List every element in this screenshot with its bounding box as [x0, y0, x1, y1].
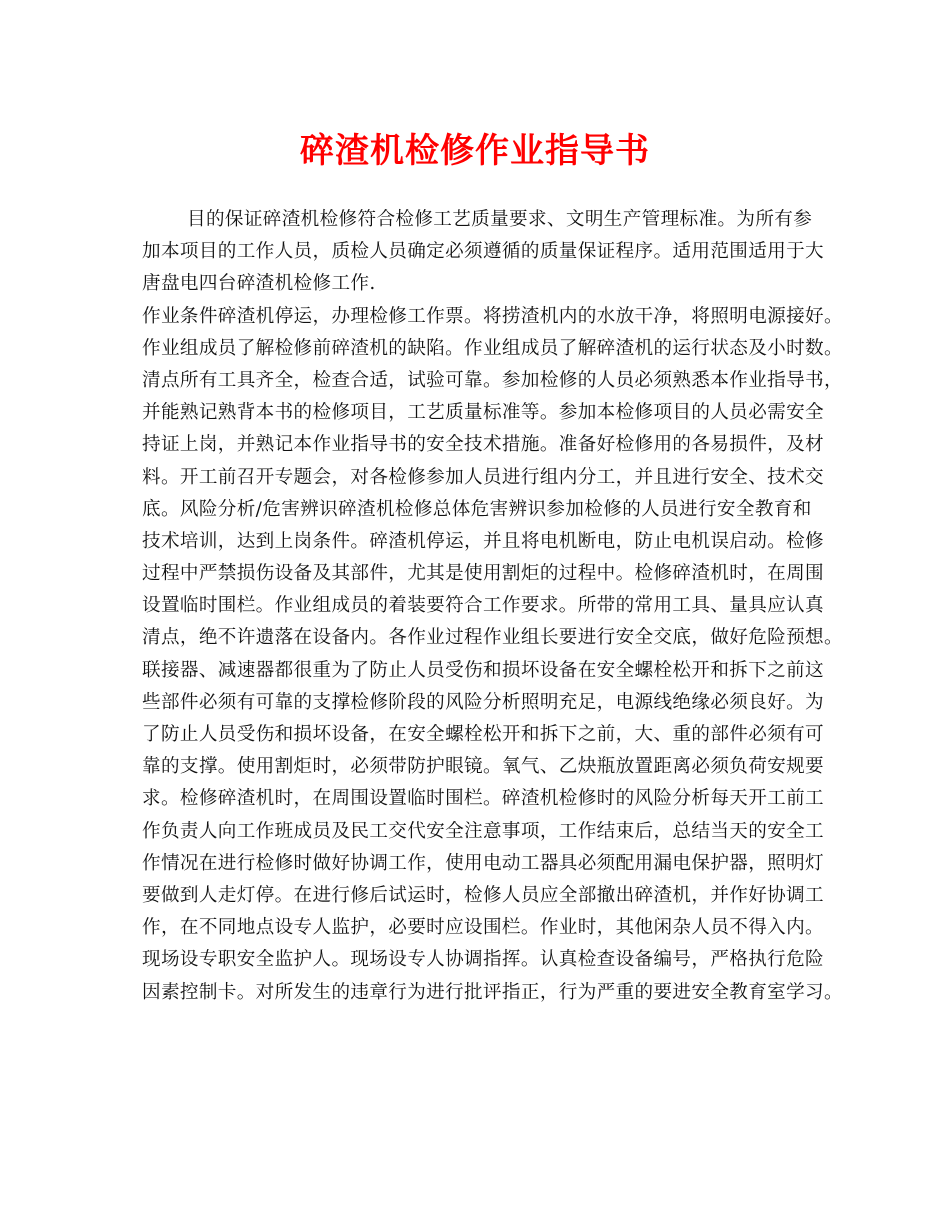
body-line: 靠的支撑。使用割炬时，必须带防护眼镜。氧气、乙炔瓶放置距离必须负荷安规要 — [142, 756, 824, 778]
body-line: 作情况在进行检修时做好协调工作，使用电动工器具必须配用漏电保护器，照明灯 — [142, 852, 824, 874]
body-line: 要做到人走灯停。在进行修后试运时，检修人员应全部撤出碎渣机，并作好协调工 — [142, 884, 824, 906]
body-line: 清点，绝不许遗落在设备内。各作业过程作业组长要进行安全交底，做好危险预想。 — [142, 627, 843, 649]
body-line: 过程中严禁损伤设备及其部件，尤其是使用割炬的过程中。检修碎渣机时，在周围 — [142, 563, 824, 585]
body-line: 底。风险分析/危害辨识碎渣机检修总体危害辨识参加检修的人员进行安全教育和 — [142, 498, 812, 520]
body-line: 技术培训，达到上岗条件。碎渣机停运，并且将电机断电，防止电机误启动。检修 — [142, 530, 824, 552]
body-line: 并能熟记熟背本书的检修项目，工艺质量标准等。参加本检修项目的人员必需安全 — [142, 402, 824, 424]
body-line: 清点所有工具齐全，检查合适，试验可靠。参加检修的人员必须熟悉本作业指导书， — [142, 369, 843, 391]
body-line: 持证上岗，并熟记本作业指导书的安全技术措施。准备好检修用的各易损件，及材 — [142, 434, 824, 456]
body-line: 现场设专职安全监护人。现场设专人协调指挥。认真检查设备编号，严格执行危险 — [142, 949, 824, 971]
body-line: 料。开工前召开专题会，对各检修参加人员进行组内分工，并且进行安全、技术交 — [142, 466, 824, 488]
body-line: 作，在不同地点设专人监护，必要时应设围栏。作业时，其他闲杂人员不得入内。 — [142, 917, 824, 939]
document-title: 碎渣机检修作业指导书 — [300, 131, 650, 171]
body-line: 加本项目的工作人员，质检人员确定必须遵循的质量保证程序。适用范围适用于大 — [142, 241, 824, 263]
body-line: 因素控制卡。对所发生的违章行为进行批评指正，行为严重的要进安全教育室学习。 — [142, 981, 843, 1003]
body-line: 作业条件碎渣机停运，办理检修工作票。将捞渣机内的水放干净，将照明电源接好。 — [142, 305, 843, 327]
body-line: 作负责人向工作班成员及民工交代安全注意事项，工作结束后，总结当天的安全工 — [142, 820, 824, 842]
body-line: 些部件必须有可靠的支撑检修阶段的风险分析照明充足，电源线绝缘必须良好。为 — [142, 691, 824, 713]
document-body — [142, 204, 843, 1009]
body-line: 唐盘电四台碎渣机检修工作. — [142, 273, 376, 295]
body-line: 设置临时围栏。作业组成员的着装要符合工作要求。所带的常用工具、量具应认真 — [142, 595, 824, 617]
body-line: 作业组成员了解检修前碎渣机的缺陷。作业组成员了解碎渣机的运行状态及小时数。 — [142, 337, 843, 359]
body-line: 了防止人员受伤和损坏设备，在安全螺栓松开和拆下之前，大、重的部件必须有可 — [142, 724, 824, 745]
body-line: 求。检修碎渣机时，在周围设置临时围栏。碎渣机检修时的风险分析每天开工前工 — [142, 788, 824, 810]
body-line: 目的保证碎渣机检修符合检修工艺质量要求、文明生产管理标准。为所有参 — [187, 209, 813, 230]
body-line: 联接器、减速器都很重为了防止人员受伤和损坏设备在安全螺栓松开和拆下之前这 — [142, 659, 824, 681]
